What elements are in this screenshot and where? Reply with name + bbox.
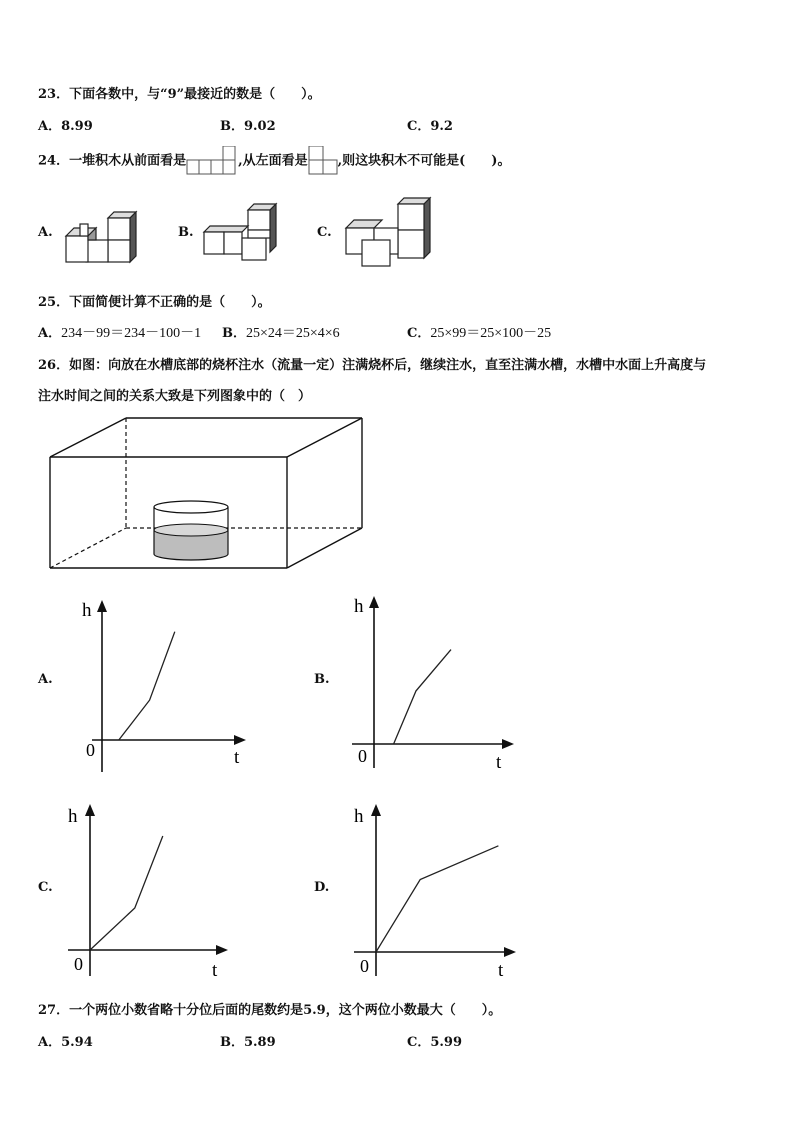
water-tank-diagram	[44, 412, 374, 577]
q24-blocks-a	[60, 206, 142, 264]
q24-option-b[interactable]: B.	[178, 225, 194, 240]
question-27-text: 27．一个两位小数省略十分位后面的尾数约是5.9，这个两位小数最大（ ）。	[38, 1003, 502, 1018]
q25-option-a-letter: A．	[38, 326, 62, 341]
question-23-text: 23．下面各数中，与“9”最接近的数是（ ）。	[38, 87, 321, 102]
graph-a-origin-label: 0	[86, 740, 95, 760]
q25-option-b-expr: 25×24＝25×4×6	[246, 326, 340, 341]
graph-c	[62, 800, 252, 980]
q24-text-part1: 24．一堆积木从前面看是	[38, 153, 187, 169]
graph-b	[346, 592, 536, 776]
q26-option-b[interactable]: B.	[314, 672, 330, 687]
graph-d-origin-label: 0	[360, 956, 369, 976]
graph-c-h-label: h	[68, 806, 78, 827]
question-24-text	[38, 146, 510, 176]
graph-a-h-label: h	[82, 600, 92, 621]
graph-a-t-label: t	[234, 747, 240, 768]
q25-option-a[interactable]	[38, 322, 201, 342]
q24-text-part2: ,从左面看是	[238, 153, 308, 169]
q27-option-c[interactable]: C．5.99	[407, 1035, 463, 1050]
q25-option-b-letter: B．	[222, 326, 246, 341]
graph-d	[348, 800, 538, 980]
front-view-figure	[186, 146, 238, 176]
q23-option-b[interactable]: B．9.02	[220, 119, 276, 134]
graph-c-t-label: t	[212, 960, 218, 980]
left-view-figure	[308, 146, 338, 176]
beaker-icon	[154, 501, 228, 560]
q23-option-c[interactable]: C．9.2	[407, 119, 453, 134]
q25-option-c-letter: C．	[407, 326, 431, 341]
q26-option-d[interactable]: D.	[314, 880, 330, 895]
q26-option-c[interactable]: C.	[38, 880, 53, 895]
q24-option-c[interactable]: C.	[317, 225, 332, 240]
graph-c-origin-label: 0	[74, 954, 83, 974]
graph-d-h-label: h	[354, 806, 364, 827]
graph-d-t-label: t	[498, 960, 504, 980]
graph-b-origin-label: 0	[358, 746, 367, 766]
q26-option-a[interactable]: A.	[38, 672, 53, 687]
q23-option-a[interactable]: A．8.99	[38, 119, 93, 134]
q27-option-a[interactable]: A．5.94	[38, 1035, 93, 1050]
question-26-line2: 注水时间之间的关系大致是下列图象中的（ ）	[38, 389, 312, 404]
graph-a-curve	[119, 632, 175, 740]
graph-b-t-label: t	[496, 752, 502, 773]
graph-b-h-label: h	[354, 596, 364, 617]
q24-option-a[interactable]: A.	[38, 225, 53, 240]
q25-option-c-expr: 25×99＝25×100－25	[430, 326, 552, 341]
q25-option-b[interactable]	[222, 322, 340, 342]
q25-option-c[interactable]	[407, 322, 551, 342]
q24-text-part3: ,则这块积木不可能是( )。	[337, 153, 511, 169]
graph-a	[74, 596, 264, 776]
question-26-line1: 26．如图：向放在水槽底部的烧杯注水（流量一定）注满烧杯后，继续注水，直至注满水槽，水槽中水面上升高度与	[38, 358, 707, 373]
graph-b-curve	[394, 650, 451, 744]
graph-d-curve	[376, 846, 498, 952]
question-25-text: 25．下面简便计算不正确的是（ ）。	[38, 295, 271, 310]
graph-c-curve	[90, 836, 163, 950]
q27-option-b[interactable]: B．5.89	[220, 1035, 276, 1050]
q25-option-a-expr: 234－99＝234－100－1	[61, 326, 202, 341]
